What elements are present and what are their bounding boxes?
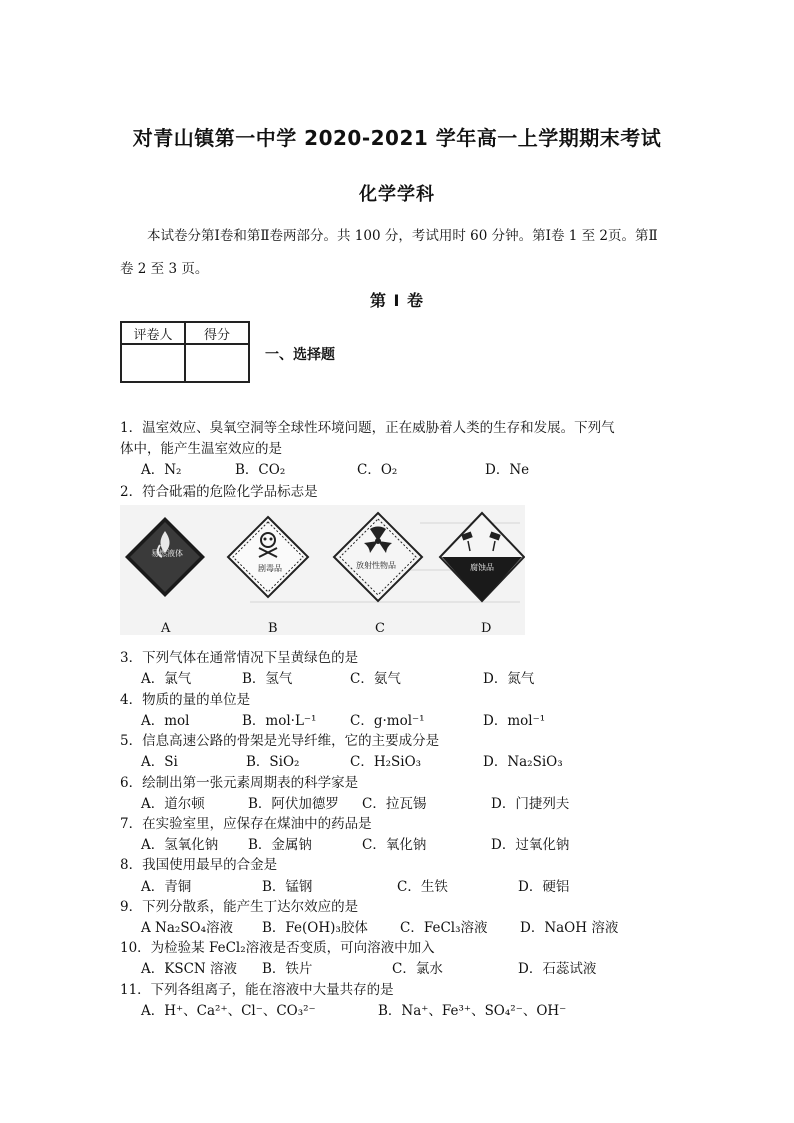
question-9-option-a: A Na₂SO₄溶液	[141, 920, 234, 936]
question-10-option-d: D．石蕊试液	[518, 961, 597, 977]
question-1-stem: 1．温室效应、臭氧空洞等全球性环境问题，正在威胁着人类的生存和发展。下列气	[120, 420, 615, 436]
question-1-option-c: C．O₂	[357, 462, 398, 478]
question-5-stem: 5．信息高速公路的骨架是光导纤维，它的主要成分是	[120, 733, 440, 749]
hazard-label-c: C	[375, 621, 385, 636]
question-9-option-b: B．Fe(OH)₃胶体	[262, 920, 368, 936]
subject-title: 化学学科	[359, 184, 435, 205]
question-6-option-b: B．阿伏加德罗	[248, 796, 339, 812]
question-6-option-c: C．拉瓦锡	[362, 796, 427, 812]
score-table-cell-grader	[121, 344, 185, 382]
hazard-sign-a-text: 易燃液体	[151, 549, 183, 558]
score-table-header-score: 得分	[185, 322, 249, 344]
question-9-stem: 9．下列分散系，能产生丁达尔效应的是	[120, 899, 359, 915]
hazard-label-b: B	[268, 621, 278, 636]
question-7-option-c: C．氧化钠	[362, 837, 427, 853]
intro-line-1: 本试卷分第Ⅰ卷和第Ⅱ卷两部分。共 100 分，考试用时 60 分钟。第Ⅰ卷 1 至 2页。第Ⅱ	[147, 228, 658, 244]
hazard-signs-image	[120, 505, 525, 635]
question-8-option-a: A．青铜	[141, 879, 192, 895]
question-11-option-b: B．Na⁺、Fe³⁺、SO₄²⁻、OH⁻	[378, 1003, 567, 1019]
hazard-sign-d-text: 腐蚀品	[470, 563, 494, 572]
question-11-option-a: A．H⁺、Ca²⁺、Cl⁻、CO₃²⁻	[141, 1003, 316, 1019]
intro-line-2: 卷 2 至 3 页。	[120, 261, 209, 277]
hazard-sign-toxic	[228, 517, 308, 597]
question-6-option-a: A．道尔顿	[141, 796, 205, 812]
question-8-option-c: C．生铁	[397, 879, 448, 895]
question-4-option-c: C．g·mol⁻¹	[350, 713, 425, 729]
hazard-sign-b-text: 剧毒品	[258, 564, 282, 573]
question-1-option-a: A．N₂	[141, 462, 182, 478]
section-title: 一、选择题	[265, 347, 335, 363]
question-4-option-b: B．mol·L⁻¹	[242, 713, 317, 729]
hazard-sign-c-text: 放射性物品	[356, 561, 396, 570]
question-5-option-c: C．H₂SiO₃	[350, 754, 422, 770]
hazard-signs-svg	[120, 505, 525, 635]
question-2-stem: 2．符合砒霜的危险化学品标志是	[120, 484, 318, 500]
question-3-option-c: C．氨气	[350, 671, 401, 687]
question-1-option-b: B．CO₂	[235, 462, 286, 478]
question-7-option-a: A．氢氧化钠	[141, 837, 219, 853]
score-table-cell-score	[185, 344, 249, 382]
question-10-option-b: B．铁片	[262, 961, 313, 977]
question-9-option-d: D．NaOH 溶液	[520, 920, 619, 936]
question-3-option-a: A．氯气	[141, 671, 192, 687]
question-10-option-c: C．氯水	[392, 961, 443, 977]
question-3-stem: 3．下列气体在通常情况下呈黄绿色的是	[120, 650, 359, 666]
question-4-option-a: A．mol	[141, 713, 190, 729]
question-5-option-d: D．Na₂SiO₃	[483, 754, 563, 770]
question-10-stem: 10．为检验某 FeCl₂溶液是否变质，可向溶液中加入	[120, 940, 435, 956]
question-5-option-b: B．SiO₂	[246, 754, 300, 770]
question-4-stem: 4．物质的量的单位是	[120, 692, 251, 708]
part-title: 第 Ⅰ 卷	[369, 291, 425, 310]
score-table-header-grader: 评卷人	[121, 322, 185, 344]
question-9-option-c: C．FeCl₃溶液	[400, 920, 488, 936]
question-1-stem-cont: 体中，能产生温室效应的是	[120, 441, 282, 457]
score-table	[120, 321, 250, 383]
exam-title: 对青山镇第一中学 2020-2021 学年高一上学期期末考试	[132, 126, 662, 150]
question-6-option-d: D．门捷列夫	[491, 796, 570, 812]
question-3-option-b: B．氢气	[242, 671, 293, 687]
question-11-stem: 11．下列各组离子，能在溶液中大量共存的是	[120, 982, 394, 998]
hazard-sign-corrosive	[440, 513, 524, 601]
question-3-option-d: D．氮气	[483, 671, 535, 687]
question-7-stem: 7．在实验室里，应保存在煤油中的药品是	[120, 816, 372, 832]
question-8-option-d: D．硬铝	[518, 879, 570, 895]
question-5-option-a: A．Si	[141, 754, 178, 770]
question-7-option-d: D．过氧化钠	[491, 837, 570, 853]
question-7-option-b: B．金属钠	[248, 837, 312, 853]
question-8-option-b: B．锰钢	[262, 879, 313, 895]
question-6-stem: 6．绘制出第一张元素周期表的科学家是	[120, 775, 359, 791]
hazard-sign-radioactive	[334, 513, 422, 601]
hazard-label-d: D	[481, 621, 492, 636]
question-1-option-d: D．Ne	[485, 462, 530, 478]
question-8-stem: 8．我国使用最早的合金是	[120, 857, 278, 873]
hazard-label-a: A	[161, 621, 171, 636]
question-10-option-a: A．KSCN 溶液	[141, 961, 238, 977]
question-4-option-d: D．mol⁻¹	[483, 713, 546, 729]
